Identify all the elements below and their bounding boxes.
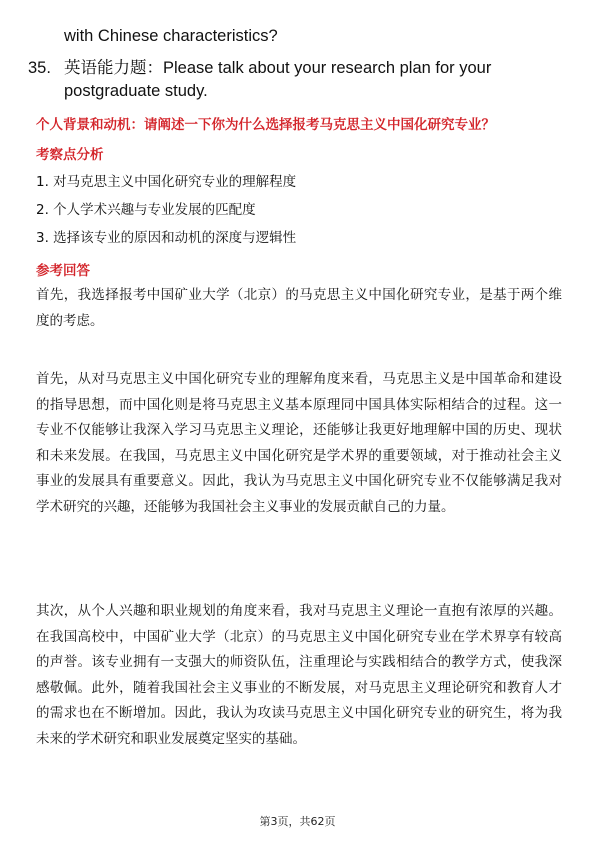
answer-paragraph-3: 其次，从个人兴趣和职业规划的角度来看，我对马克思主义理论一直抱有浓厚的兴趣。在我国高校中，中国矿业大学（北京）的马克思主义中国化研究专业在学术界享有较高的声誉。该专业拥有一支强大的师资队伍，注重理论与实践相结合的教学方式，使我深感敬佩。此外，随着我国社会主义事业的不断发展，对马克思主义理论研究和教育人才的需求也在不断增加。因此，我认为攻读马克思主义中国化研究专业的研究生，将为我未来的学术研究和职业发展奠定坚实的基础。	[36, 603, 562, 747]
analysis-label: 考察点分析	[36, 147, 104, 163]
analysis-item-3: 3. 选择该专业的原因和动机的深度与逻辑性	[36, 230, 297, 246]
answer-paragraph-1: 首先，我选择报考中国矿业大学（北京）的马克思主义中国化研究专业，是基于两个维度的考虑。	[36, 287, 562, 329]
answer-paragraph-2: 首先，从对马克思主义中国化研究专业的理解角度来看，马克思主义是中国革命和建设的指导思想，而中国化则是将马克思主义基本原理同中国具体实际相结合的过程。这一专业不仅能够让我深入学习马克思主义理论，还能够让我更好地理解中国的历史、现状和未来发展。在我国，马克思主义中国化研究是学术界的重要领域，对于推动社会主义事业的发展具有重要意义。因此，我认为马克思主义中国化研究专业不仅能够满足我对学术研究的兴趣，还能够为我国社会主义事业的发展贡献自己的力量。	[36, 371, 562, 515]
question-text: 英语能力题：Please talk about your research plan for your postgraduate study.	[64, 59, 492, 100]
analysis-item-1: 1. 对马克思主义中国化研究专业的理解程度	[36, 174, 297, 190]
analysis-item-2: 2. 个人学术兴趣与专业发展的匹配度	[36, 202, 256, 218]
page-footer: 第3页，共62页	[259, 815, 336, 828]
previous-question-continuation: with Chinese characteristics?	[64, 27, 278, 45]
answer-label: 参考回答	[36, 263, 90, 279]
interview-question-heading: 个人背景和动机：请阐述一下你为什么选择报考马克思主义中国化研究专业？	[36, 117, 495, 133]
question-number: 35.	[28, 59, 51, 77]
